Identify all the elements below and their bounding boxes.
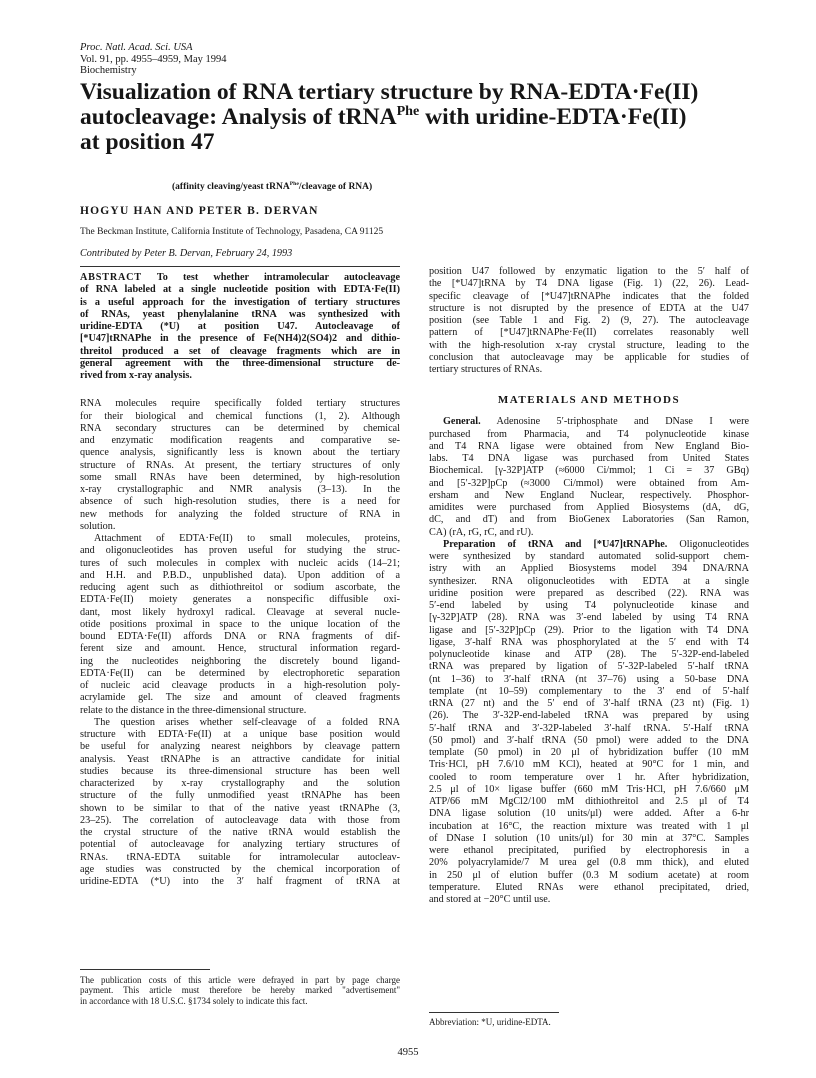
body-line: specific cleavage of [*U47]tRNAPhe indicates that the folded bbox=[429, 290, 749, 302]
title-line-3: at position 47 bbox=[80, 129, 215, 155]
body-line: be useful for analyzing nearest neighbors by cleavage pattern bbox=[80, 741, 400, 753]
body-line: and H.H. and P.B.D., unpublished data). Upon addition of a bbox=[80, 569, 400, 581]
body-line: RNAs. tRNA-EDTA suitable for intramolecular autocleav- bbox=[80, 851, 400, 863]
body-line: template (50 pmol) in 20 μl of hybridization buffer (10 mM bbox=[429, 747, 749, 758]
body-line: and T4 RNA ligase were obtained from New England Bio- bbox=[429, 440, 749, 452]
body-line: studies because its three-dimensional structure has been well bbox=[80, 765, 400, 777]
body-line: for their biological and chemical functions (1, 2). Although bbox=[80, 410, 400, 422]
abbreviation-note: Abbreviation: *U, uridine-EDTA. bbox=[429, 1017, 551, 1027]
body-line: 23–25). The correlation of autocleavage data with those from bbox=[80, 814, 400, 826]
keywords: (affinity cleaving/yeast tRNA$^{Phe}$/cleavage of RNA) bbox=[172, 180, 373, 192]
body-line: some small RNAs have been determined, by high-resolution bbox=[80, 471, 400, 483]
body-line: General. Adenosine 5′-triphosphate and DNase I were bbox=[443, 416, 749, 428]
abstract-line: of RNA labeled at a single nucleotide position with EDTA·Fe(II) bbox=[80, 284, 400, 296]
body-line: acrylamide gel. The size and amount of cleaved fragments bbox=[80, 692, 400, 704]
body-line: synthesizer. RNA oligonucleotides with EDTA at a single bbox=[429, 575, 749, 587]
body-line: with the high-resolution x-ray crystal structure, leading to the bbox=[429, 339, 749, 351]
body-line: Attachment of EDTA·Fe(II) to small molecules, proteins, bbox=[94, 533, 400, 544]
journal-header bbox=[80, 42, 227, 77]
journal-section: Biochemistry bbox=[80, 65, 137, 76]
body-line: dant, most likely hydroxyl radical. Cleavage at several nucle- bbox=[80, 606, 400, 618]
left-column bbox=[80, 268, 400, 888]
body-line: new methods for analyzing the folded structure of RNA in bbox=[80, 508, 400, 520]
body-line: ligase, 3′-half RNA was phosphorylated at the 5′ end with T4 bbox=[429, 636, 749, 648]
body-line: EDTA·Fe(II) moiety generates a nonspecific diffusible oxi- bbox=[80, 594, 400, 606]
body-line: template (nt 10–59) complementary to the 3′ end of 5′-half bbox=[429, 685, 749, 697]
body-line: potential of autocleavage for analyzing tertiary structures of bbox=[80, 839, 400, 851]
general-paragraph bbox=[429, 416, 749, 539]
abstract-line: is a useful approach for the investigation of tertiary structures bbox=[80, 296, 400, 308]
body-line: ligase and [5′-32P]pCp (29). Prior to the ligation with T4 DNA bbox=[429, 624, 749, 636]
body-line: otide positions proximal in space to the unique location of the bbox=[80, 618, 400, 630]
footnote-line: in accordance with 18 U.S.C. §1734 solely to indicate this fact. bbox=[80, 995, 308, 1006]
body-line: reducing agent such as dithiothreitol or sodium ascorbate, the bbox=[80, 582, 400, 593]
title-line-1: Visualization of RNA tertiary structure by RNA-EDTA·Fe(II) bbox=[80, 79, 699, 105]
body-line: structure of RNAs. At present, the tertiary structures of only bbox=[80, 459, 400, 471]
body-line: tRNA was prepared by ligation of 5′-32P-labeled 5′-half tRNA bbox=[429, 661, 749, 673]
body-line: EDTA·Fe(II) can be determined by electrophoretic separation bbox=[80, 667, 400, 679]
body-line: structure of the fully unmodified yeast tRNAPhe has been bbox=[80, 790, 400, 802]
body-line: x-ray crystallographic and NMR analysis (3–13). In the bbox=[80, 484, 400, 495]
body-line: tRNA (27 nt) and the 5′ end of 3′-half tRNA (23 nt) (Fig. 1) bbox=[429, 698, 749, 709]
body-line: the crystal structure of the native tRNA would establish the bbox=[80, 827, 400, 838]
abstract bbox=[80, 268, 400, 382]
body-line: polynucleotide kinase and ATP (28). The 5′-32P-end-labeled bbox=[429, 649, 749, 660]
body-line: ferent size and amount. Hence, structural information regard- bbox=[80, 643, 400, 655]
body-line: 5′-half tRNA and 3′-32P-labeled 3′-half tRNA. 5′-Half tRNA bbox=[429, 722, 749, 734]
body-line: of nucleic acid cleavage products in a high-resolution poly- bbox=[80, 680, 400, 691]
body-line: position (see Table 1 and Fig. 2) (9, 27). The autocleavage bbox=[429, 315, 749, 326]
authors: HOGYU HAN AND PETER B. DERVAN bbox=[80, 205, 319, 217]
body-line: pattern of [*U47]tRNAPhe·Fe(II) correlates reasonably well bbox=[429, 327, 749, 339]
body-line: and oligonucleotides has proven useful for studying the struc- bbox=[80, 545, 400, 557]
body-line: were ethanol precipitated, purified by electrophoresis in a bbox=[429, 845, 749, 856]
body-line: 2.5 μl of 10× ligase buffer (660 mM Tris·HCl, pH 7.6/660 μM bbox=[429, 783, 749, 795]
body-line: bound EDTA·Fe(II) affords DNA or RNA fragments of dif- bbox=[80, 631, 400, 642]
body-line: tertiary structures of RNAs. bbox=[429, 364, 543, 375]
body-line: uridine-EDTA (*U) into the 3′ half fragment of tRNA at bbox=[80, 876, 400, 887]
body-line: Preparation of tRNA and [*U47]tRNAPhe. Oligonucleotides bbox=[443, 538, 749, 550]
body-line: RNA molecules require specifically folded tertiary structures bbox=[80, 398, 400, 410]
footnote-line: The publication costs of this article were defrayed in part by page charge bbox=[80, 975, 400, 985]
body-line: temperature. Eluted RNAs were ethanol precipitated, dried, bbox=[429, 881, 749, 893]
body-line: structure with EDTA·Fe(II) at a unique base position would bbox=[80, 729, 400, 740]
body-line: ing the nucleotides neighboring the discretely bound ligand- bbox=[80, 655, 400, 667]
body-line: (50 pmol) and 3′-half tRNA (50 pmol) were added to the DNA bbox=[429, 734, 749, 746]
body-line: cooled to room temperature over 1 hr. After hybridization, bbox=[429, 771, 749, 783]
body-line: Biochemical. [γ-32P]ATP (≈6000 Ci/mmol; 1 Ci = 37 GBq) bbox=[429, 465, 749, 477]
abstract-bottom-rule bbox=[80, 358, 400, 359]
body-line: CA) (rA, rG, rC, and rU). bbox=[429, 526, 534, 538]
body-line: quence analysis, significantly less is known about the tertiary bbox=[80, 447, 400, 459]
preparation-paragraph bbox=[429, 539, 749, 907]
body-line: position U47 followed by enzymatic ligation to the 5′ half of bbox=[429, 266, 749, 277]
body-line: of DNase I solution (10 units/μl) for 30 min at 37°C. Samples bbox=[429, 832, 749, 844]
body-line: and [5′-32P]pCp (≈3000 Ci/mmol) were obtained from Am- bbox=[429, 477, 749, 489]
body-line: characterized by x-ray crystallography and the solution bbox=[80, 778, 400, 789]
journal-volume: Vol. 91, pp. 4955–4959, May 1994 bbox=[80, 53, 227, 65]
footnote-rule bbox=[80, 969, 210, 970]
body-line: uridine position were prepared as described (22). RNA was bbox=[429, 587, 749, 599]
body-line: the [*U47]tRNA by T4 DNA ligase (Fig. 1) (22, 26). Lead- bbox=[429, 278, 749, 290]
body-line: (nt 1–36) to 3′-half tRNA (nt 37–76) using a 50-base DNA bbox=[429, 673, 749, 685]
publication-footnote bbox=[80, 975, 400, 1006]
body-line: structure is not disrupted by the presence of EDTA at the U47 bbox=[429, 302, 749, 314]
body-line: relate to the distance in the three-dimensional structure. bbox=[80, 704, 307, 716]
body-line: tures of such molecules in complex with nucleic acids (14–21; bbox=[80, 557, 400, 569]
abstract-line: ABSTRACT To test whether intramolecular autocleavage bbox=[80, 272, 400, 283]
abstract-line: [*U47]tRNAPhe in the presence of Fe(NH4)2(SO4)2 and dithio- bbox=[80, 333, 400, 345]
journal-name: Proc. Natl. Acad. Sci. USA bbox=[80, 42, 193, 53]
body-line: shown to be similar to that of the native yeast tRNAPhe (3, bbox=[80, 802, 400, 814]
intro-continued bbox=[429, 266, 749, 376]
body-line: ersham and New England Nuclear, respectively. Phosphor- bbox=[429, 489, 749, 501]
body-line: purchased from Pharmacia, and T4 polynucleotide kinase bbox=[429, 428, 749, 440]
body-line: 5′-end labeled by using T4 polynucleotide kinase and bbox=[429, 600, 749, 611]
article-title bbox=[80, 80, 770, 155]
body-line: and enzymatic modification reagents and comparative se- bbox=[80, 435, 400, 446]
body-line: absence of such high-resolution studies, there is a need for bbox=[80, 496, 400, 508]
body-line: DNA ligase solution (10 units/μl) were added. After a 6-hr bbox=[429, 808, 749, 820]
body-line: were synthesized by standard automated solid-support chem- bbox=[429, 551, 749, 562]
body-line: labs. T4 DNA ligase was purchased from United States bbox=[429, 453, 749, 464]
body-line: Tris·HCl, pH 7.6/10 mM KCl), heated at 90°C for 1 min, and bbox=[429, 759, 749, 771]
body-line: ATP/66 mM MgCl2/100 mM dithiothreitol and 2.5 μl of T4 bbox=[429, 796, 749, 807]
right-column bbox=[429, 266, 749, 906]
abbreviation-rule bbox=[429, 1012, 559, 1013]
body-line: amidites were purchased from Applied Biosystems (dA, dG, bbox=[429, 502, 749, 513]
abstract-line: uridine-EDTA (*U) at position U47. Autocleavage of bbox=[80, 321, 400, 332]
body-line: in 250 μl of elution buffer (0.3 M sodium acetate) at room bbox=[429, 869, 749, 881]
body-line: RNA secondary structures can be determined by chemical bbox=[80, 422, 400, 434]
abstract-line: rived from x-ray analysis. bbox=[80, 370, 192, 381]
body-line: conclusion that autocleavage may be applicable for studies of bbox=[429, 351, 749, 363]
body-line: The question arises whether self-cleavage of a folded RNA bbox=[94, 716, 400, 728]
body-line: [γ-32P]ATP (28). RNA was 3′-end labeled by using T4 RNA bbox=[429, 612, 749, 624]
body-line: age studies was constructed by the chemical incorporation of bbox=[80, 863, 400, 875]
body-line: solution. bbox=[80, 520, 116, 532]
body-line: incubation at 16°C, the reaction mixture was treated with 1 μl bbox=[429, 820, 749, 832]
abstract-top-rule bbox=[80, 266, 400, 267]
abstract-line: general agreement with the three-dimensional structure de- bbox=[80, 357, 400, 369]
affiliation: The Beckman Institute, California Institute of Technology, Pasadena, CA 91125 bbox=[80, 227, 384, 237]
body-line: istry with an Applied Biosystems model 394 DNA/RNA bbox=[429, 563, 749, 575]
intro-body bbox=[80, 396, 400, 888]
body-line: (26). The 3′-32P-end-labeled tRNA was prepared by using bbox=[429, 710, 749, 722]
abstract-line: threitol produced a set of cleavage fragments which are in bbox=[80, 345, 400, 357]
abstract-line: of RNAs, yeast phenylalanine tRNA was synthesized with bbox=[80, 308, 400, 320]
section-heading: MATERIALS AND METHODS bbox=[497, 394, 681, 407]
body-line: 20% polyacrylamide/7 M urea gel (0.8 mm thick), and eluted bbox=[429, 857, 749, 869]
body-line: analysis. Yeast tRNAPhe is an attractive candidate for initial bbox=[80, 753, 400, 765]
title-line-2: autocleavage: Analysis of tRNA$^{Phe}$ with uridine-EDTA·Fe(II) bbox=[80, 103, 687, 130]
contributed-by: Contributed by Peter B. Dervan, February 24, 1993 bbox=[80, 248, 293, 259]
body-line: and stored at −20°C until use. bbox=[429, 894, 551, 905]
footnote-line: payment. This article must therefore be hereby marked "advertisement" bbox=[80, 985, 400, 996]
page-number: 4955 bbox=[397, 1047, 419, 1058]
body-line: dC, and dT) and from BioGenex Laboratories (San Ramon, bbox=[429, 514, 749, 526]
